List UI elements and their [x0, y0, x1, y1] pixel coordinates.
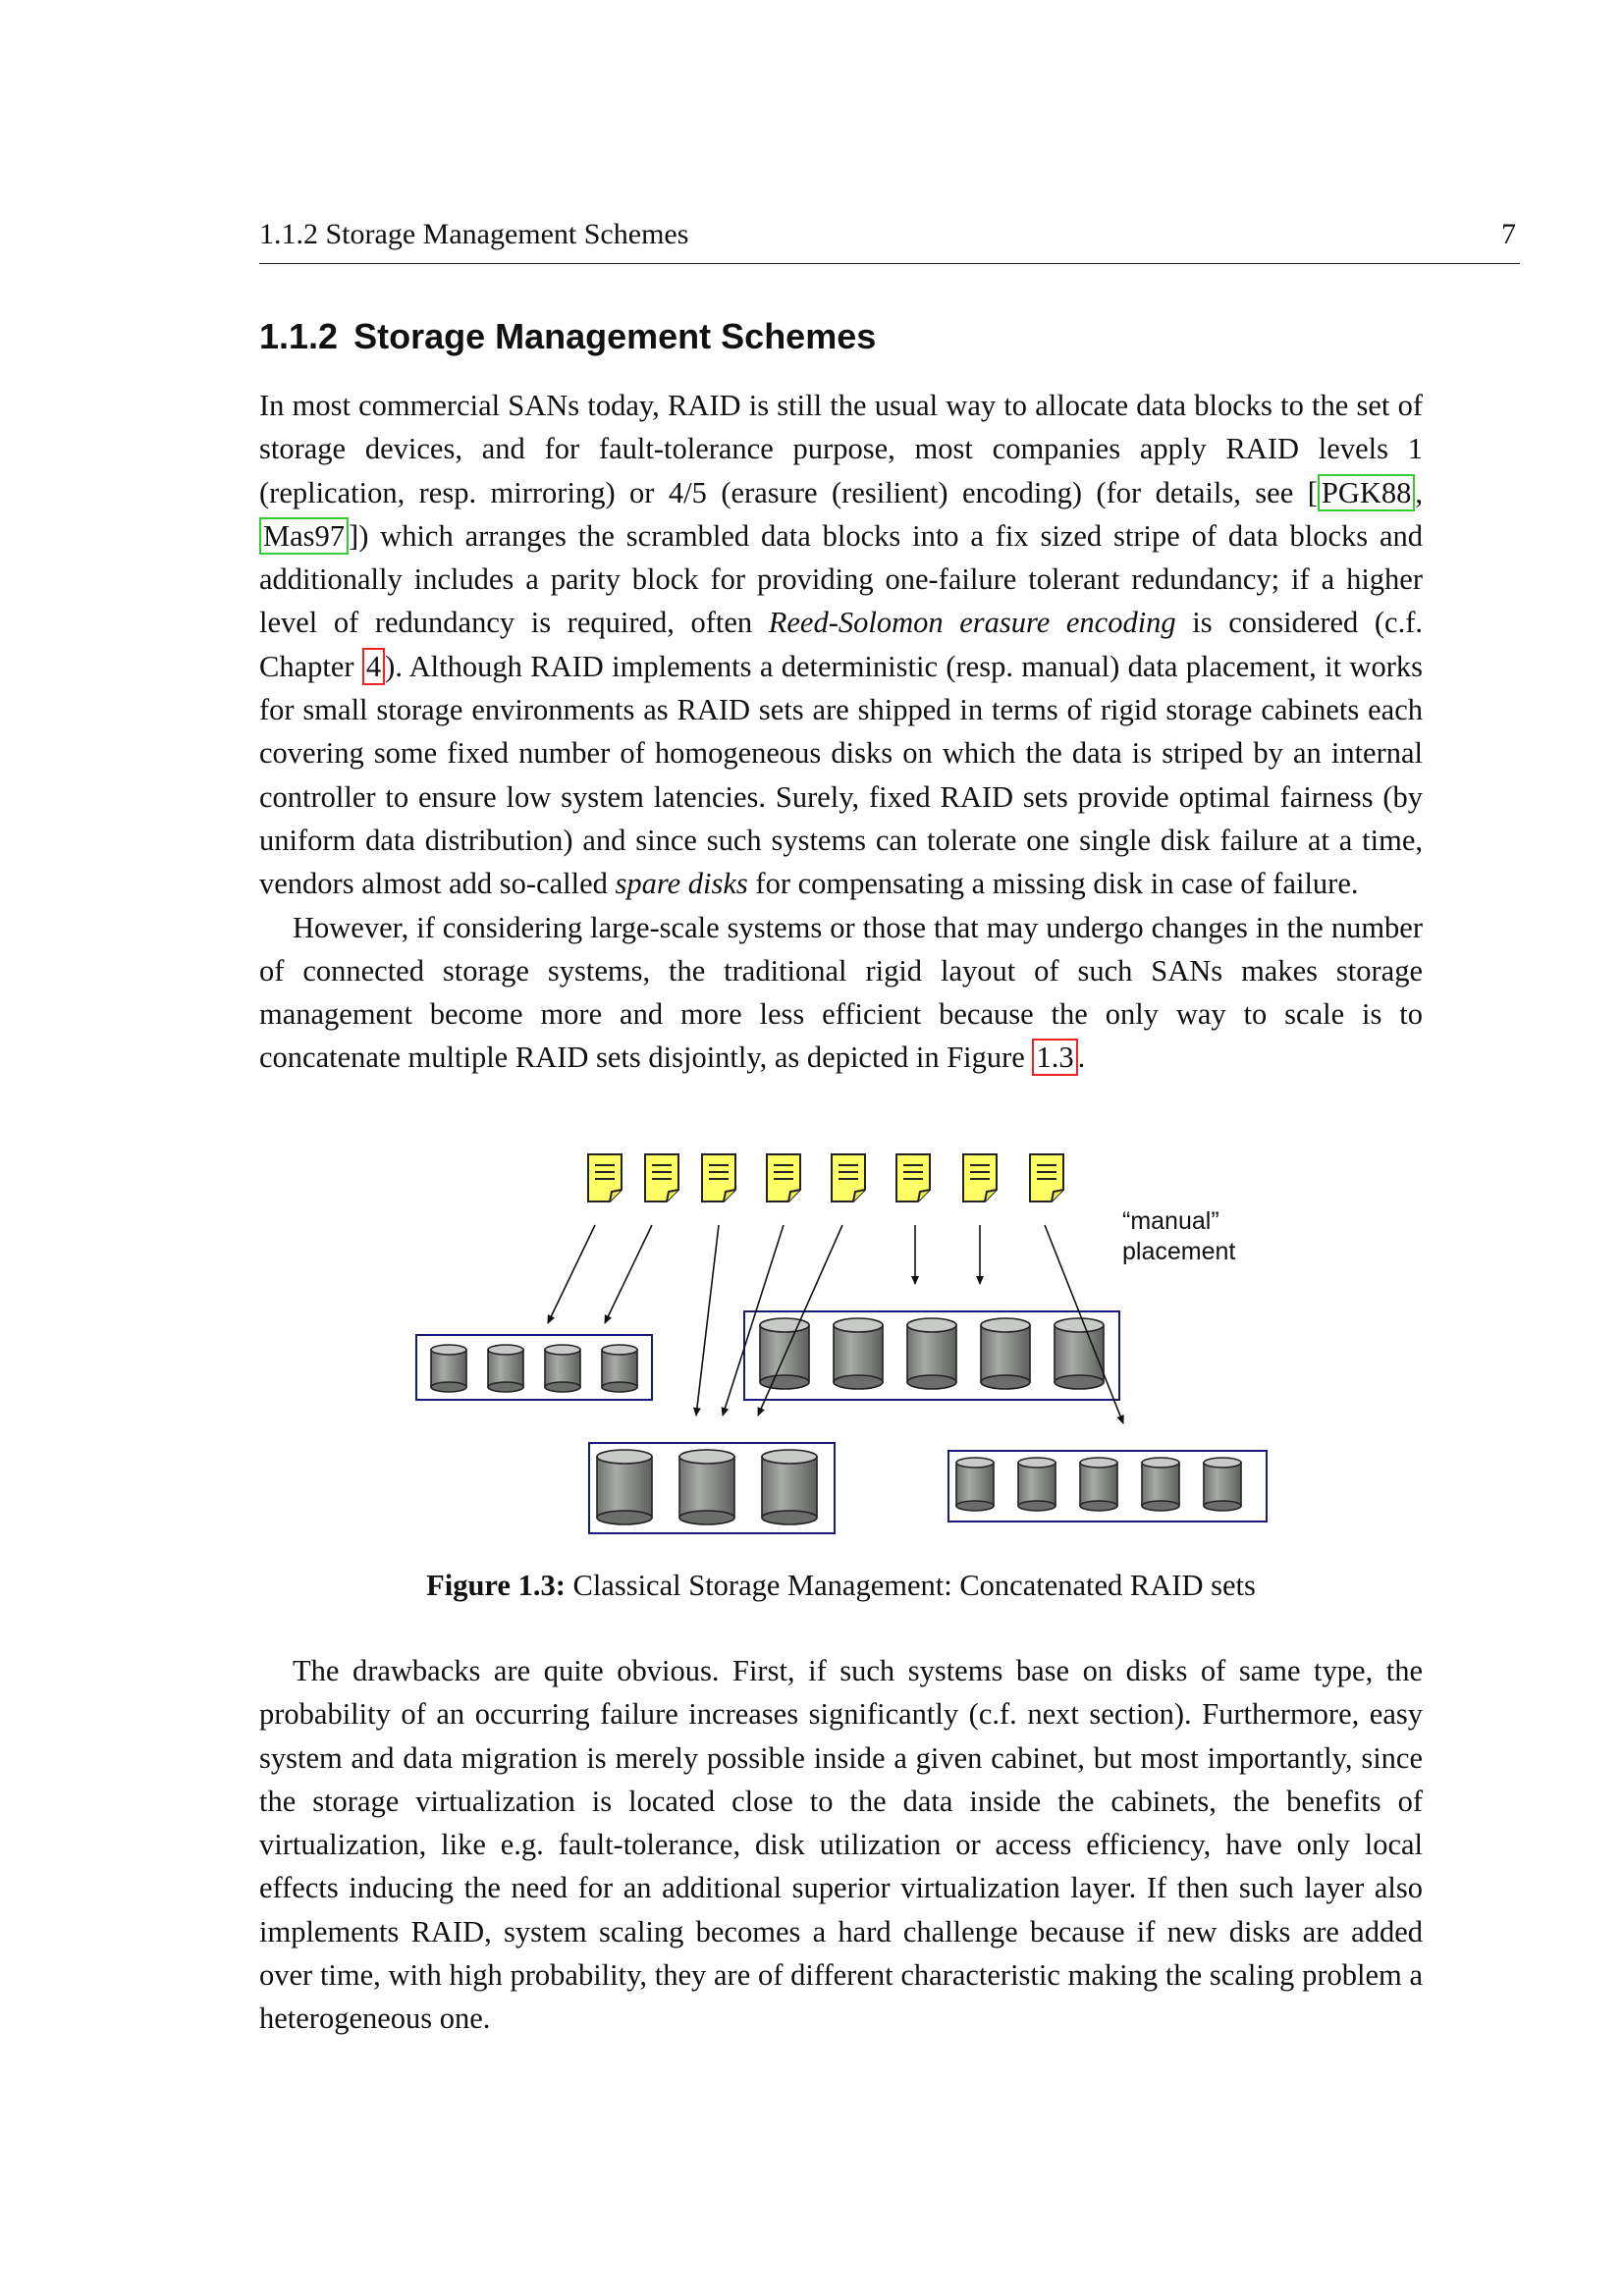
- raid-diagram: [393, 1139, 1276, 1551]
- paragraph-2: [259, 906, 1423, 1080]
- disk-icon: [956, 1458, 994, 1511]
- raid-set-bottom-middle: [589, 1443, 835, 1533]
- running-title: 1.1.2 Storage Management Schemes: [259, 218, 689, 250]
- placement-arrow: [605, 1225, 652, 1323]
- body-text-upper: [259, 384, 1423, 1080]
- disk-icon: [981, 1318, 1030, 1389]
- figure-raid-sets: [393, 1139, 1276, 1551]
- document-icon: [588, 1154, 622, 1201]
- chapter-link[interactable]: 4: [362, 648, 385, 685]
- placement-arrow: [696, 1225, 719, 1415]
- para1-text-1: In most commercial SANs today, RAID is still the usual way to allocate data blocks to the set of storage devices, and for fault-tolerance purpose, most companies apply RAID levels 1 (replication, resp. mirroring) or 4/5 (erasure (resilient) encoding) (for details, see [: [259, 389, 1423, 509]
- disk-icon: [834, 1318, 883, 1389]
- document-icon: [767, 1154, 800, 1201]
- para1-text-4: ). Although RAID implements a deterministic (resp. manual) data placement, it works for small storage environments as RAID sets are shipped in terms of rigid storage cabinets each covering some fixed number of homogeneous disks on which the data is striped by an internal controller to ensure low system latencies. Surely, fixed RAID sets provide optimal fairness (by uniform data distribution) and since such systems can tolerate one single disk failure at a time, vendors almost add so-called: [259, 649, 1423, 901]
- section-number: 1.1.2: [259, 316, 339, 356]
- disk-icon: [602, 1345, 637, 1392]
- caption-text: Classical Storage Management: Concatenated RAID sets: [565, 1569, 1256, 1602]
- raid-set-bottom-right: [948, 1451, 1267, 1522]
- section-heading: [259, 316, 876, 357]
- raid-set-top-right: [744, 1311, 1119, 1400]
- document-icon: [702, 1154, 735, 1201]
- body-text-lower: [259, 1649, 1423, 2041]
- citation-separator: ,: [1415, 475, 1423, 509]
- para1-text-2: ]) which arranges the scrambled data blocks into a fix sized stripe of data blocks and additionally includes a parity block for providing one-failure tolerant redundancy; if a higher level of redundancy is required, often: [259, 518, 1423, 640]
- data-blocks: [588, 1154, 1063, 1201]
- disk-icon: [1204, 1458, 1241, 1511]
- disk-icon: [545, 1345, 580, 1392]
- reed-solomon-term: Reed-Solomon erasure encoding: [768, 606, 1176, 640]
- document-icon: [645, 1154, 678, 1201]
- para1-text-5: for compensating a missing disk in case of failure.: [747, 867, 1359, 901]
- citation-link-pgk88[interactable]: PGK88: [1318, 474, 1416, 511]
- figure-link[interactable]: 1.3: [1032, 1039, 1077, 1076]
- document-icon: [1030, 1154, 1063, 1201]
- disk-icon: [1142, 1458, 1179, 1511]
- citation-link-mas97[interactable]: Mas97: [259, 517, 349, 555]
- disk-icon: [762, 1450, 817, 1524]
- para2-text-2: .: [1077, 1041, 1086, 1075]
- placement-arrow: [548, 1225, 595, 1323]
- disk-icon: [431, 1345, 466, 1392]
- paragraph-1: [259, 384, 1423, 906]
- para2-text-1: However, if considering large-scale systems or those that may undergo changes in the number of connected storage systems, the traditional rigid layout of such SANs makes storage management become more and more less efficient because the only way to scale is to concatenate multiple RAID sets disjointly, as depicted in Figure: [259, 910, 1423, 1075]
- disk-icon: [760, 1318, 809, 1389]
- document-icon: [963, 1154, 997, 1201]
- raid-set-left: [416, 1335, 652, 1400]
- disk-icon: [679, 1450, 734, 1524]
- disk-icon: [907, 1318, 956, 1389]
- disk-icon: [488, 1345, 523, 1392]
- section-title: Storage Management Schemes: [353, 316, 877, 356]
- annotation-line-2: placement: [1122, 1238, 1236, 1265]
- document-icon: [832, 1154, 865, 1201]
- document-icon: [896, 1154, 930, 1201]
- figure-caption: [259, 1569, 1423, 1603]
- running-header: [259, 214, 1520, 264]
- disk-icon: [597, 1450, 652, 1524]
- caption-label: Figure 1.3:: [426, 1569, 566, 1602]
- paragraph-3: The drawbacks are quite obvious. First, if such systems base on disks of same type, the probability of an occurring failure increases significantly (c.f. next section). Furthermore, easy system and data migration is merely possible inside a given cabinet, but most importantly, since the storage virtualization is located close to the data inside the cabinets, the benefits of virtualization, like e.g. fault-tolerance, disk utilization or access efficiency, have only local effects inducing the need for an additional superior virtualization layer. If then such layer also implements RAID, system scaling becomes a hard challenge because if new disks are added over time, with high probability, they are of different characteristic making the scaling problem a heterogeneous one.: [259, 1654, 1423, 2036]
- disk-icon: [1080, 1458, 1117, 1511]
- para1-text-3: is considered (c.f. Chapter: [259, 606, 1424, 683]
- spare-disks-term: spare disks: [615, 867, 748, 901]
- page-number: 7: [1501, 218, 1516, 250]
- disk-icon: [1018, 1458, 1056, 1511]
- annotation-line-1: “manual”: [1122, 1207, 1219, 1235]
